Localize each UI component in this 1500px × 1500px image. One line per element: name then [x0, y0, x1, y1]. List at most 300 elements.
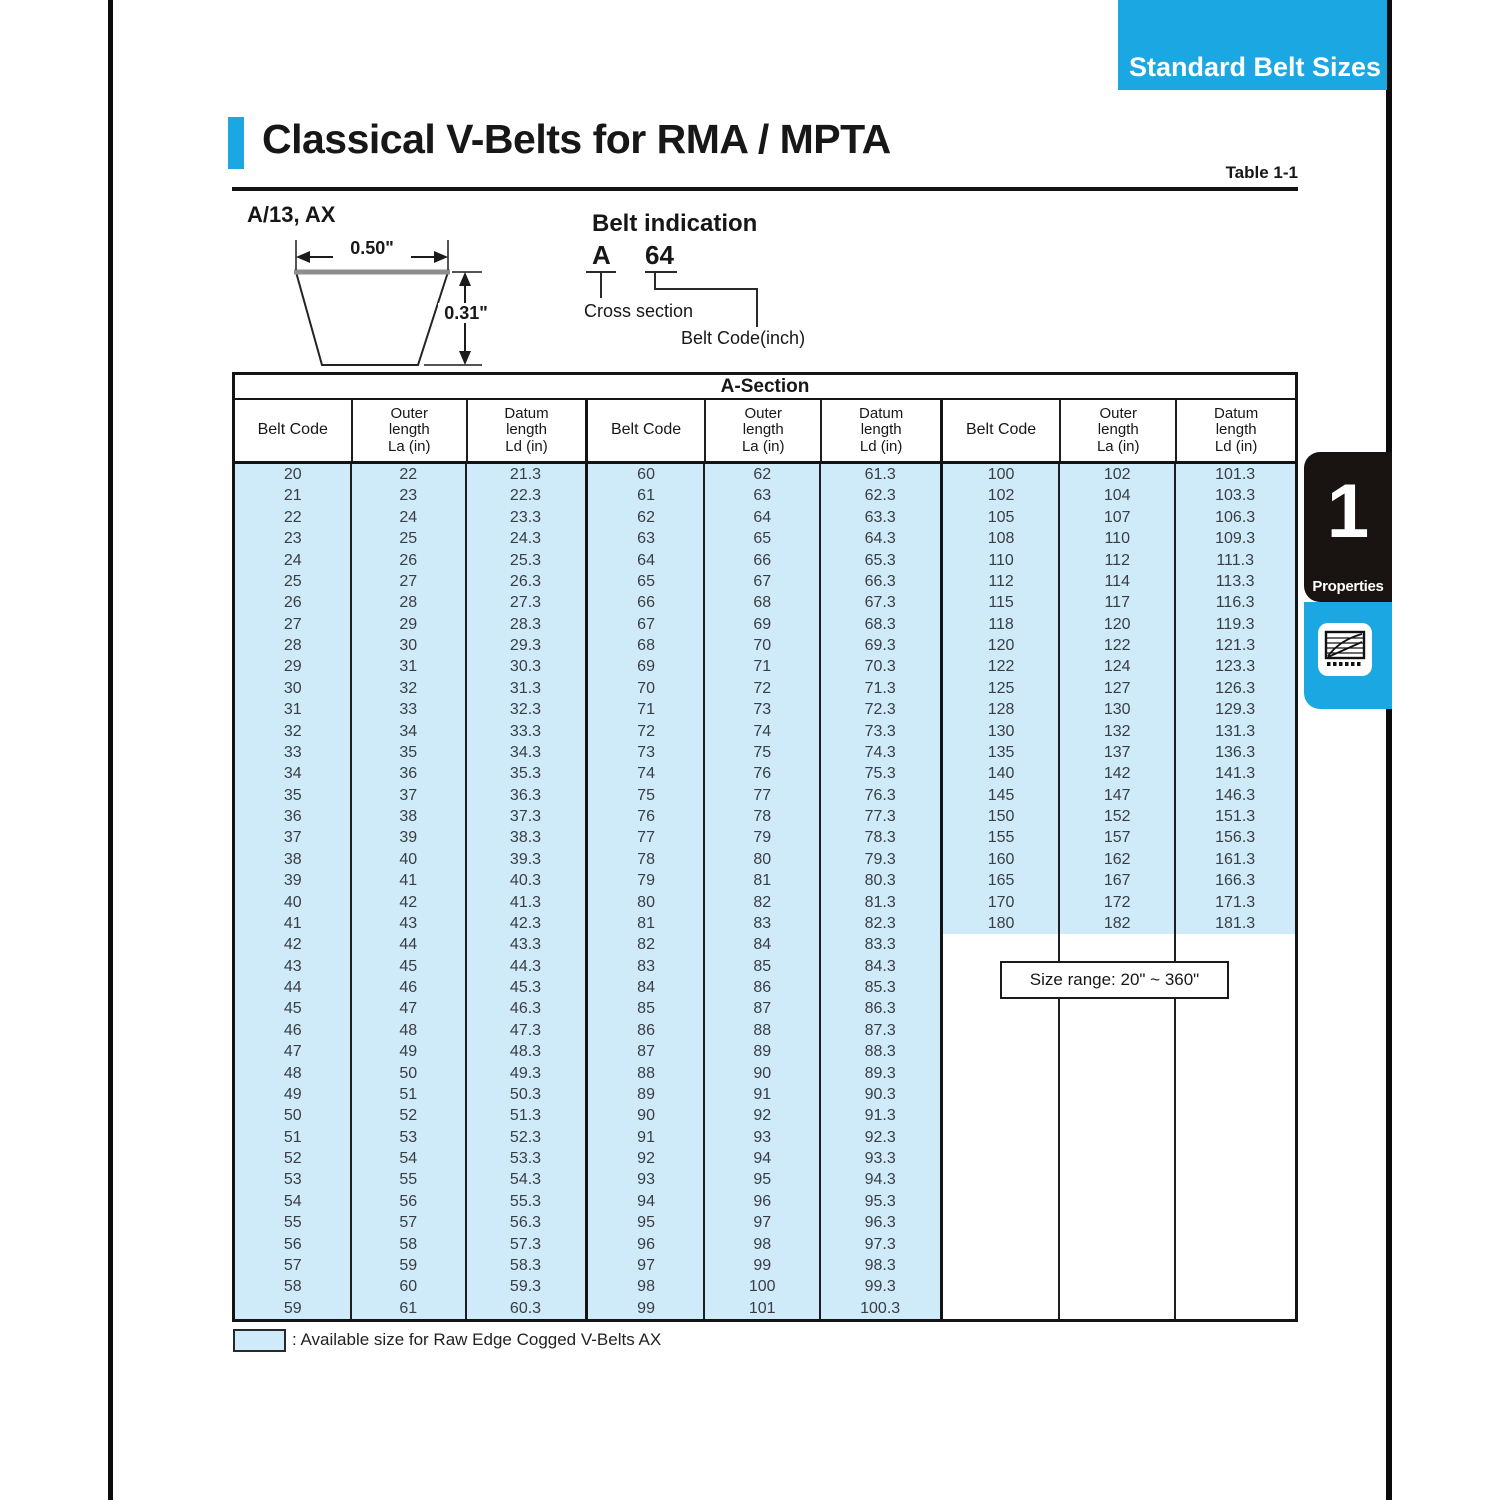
outer-length-cell: 81 — [753, 872, 772, 890]
outer-length-cell: 78 — [753, 808, 772, 825]
datum-length-cell: 43.3 — [509, 936, 542, 954]
outer-length-header: Outer length La (in) — [351, 400, 467, 461]
outer-length-cell: 30 — [399, 637, 418, 654]
outer-length-cell: 99 — [753, 1256, 772, 1274]
outer-length-cell: 47 — [399, 1000, 418, 1018]
outer-length-cell: 104 — [1103, 487, 1131, 505]
datum-length-cell: 101.3 — [1215, 466, 1256, 483]
datum-length-cell: 181.3 — [1215, 914, 1256, 932]
table-row — [588, 1255, 940, 1276]
datum-length-cell: 59.3 — [509, 1278, 542, 1296]
table-row — [235, 1127, 585, 1148]
table-row — [588, 1041, 940, 1062]
outer-length-cell: 41 — [399, 872, 418, 890]
section-header-label: Standard Belt Sizes — [1129, 52, 1382, 82]
section-header-tab — [1118, 0, 1387, 90]
table-section-title: A-Section — [235, 375, 1295, 400]
datum-length-cell: 26.3 — [509, 572, 542, 590]
belt-code-cell: 99 — [637, 1299, 655, 1317]
column-divider — [465, 464, 467, 1319]
belt-code-cell: 98 — [637, 1278, 655, 1296]
outer-length-cell: 182 — [1103, 914, 1131, 932]
table-row — [588, 785, 940, 806]
table-row — [943, 785, 1295, 806]
belt-code-cell: 112 — [988, 572, 1014, 590]
datum-length-cell: 34.3 — [509, 743, 542, 761]
datum-length-cell: 94.3 — [864, 1171, 896, 1189]
column-divider — [350, 464, 352, 1319]
belt-code-cell: 30 — [283, 679, 302, 697]
belt-code-cell: 70 — [637, 679, 655, 697]
table-header-row — [235, 400, 1295, 464]
outer-length-cell: 43 — [399, 914, 418, 932]
outer-length-cell: 28 — [399, 594, 418, 612]
outer-length-cell: 88 — [753, 1021, 772, 1039]
outer-length-cell: 64 — [753, 508, 772, 526]
table-row — [235, 956, 585, 977]
datum-length-cell: 54.3 — [509, 1171, 542, 1189]
table-row — [588, 721, 940, 742]
table-row — [235, 1020, 585, 1041]
belt-code-cell: 58 — [283, 1278, 302, 1296]
outer-length-cell: 55 — [399, 1171, 418, 1189]
belt-code-cell: 100 — [987, 466, 1015, 483]
table-row — [943, 721, 1295, 742]
belt-code-cell: 140 — [987, 765, 1015, 783]
belt-code-cell: 62 — [637, 508, 655, 526]
belt-code-cell: 130 — [987, 722, 1015, 740]
outer-length-cell: 50 — [399, 1064, 418, 1082]
datum-length-cell: 37.3 — [509, 808, 542, 825]
column-divider — [819, 464, 821, 1319]
table-row — [588, 1212, 940, 1233]
belt-code-cell: 97 — [637, 1256, 655, 1274]
page-right-border — [1386, 0, 1392, 1500]
table-row — [235, 656, 585, 677]
outer-length-cell: 90 — [753, 1064, 772, 1082]
outer-length-cell: 157 — [1103, 829, 1131, 847]
datum-length-cell: 38.3 — [509, 829, 542, 847]
outer-length-cell: 31 — [399, 658, 418, 676]
table-row — [235, 485, 585, 506]
header-group-2 — [585, 400, 940, 461]
table-row — [943, 870, 1295, 891]
datum-length-cell: 64.3 — [864, 530, 896, 548]
table-row — [235, 528, 585, 549]
datum-length-cell: 87.3 — [864, 1021, 896, 1039]
table-row — [943, 913, 1295, 934]
outer-length-cell: 107 — [1103, 508, 1131, 526]
outer-length-cell: 120 — [1103, 615, 1131, 633]
belt-code-cell: 26 — [283, 594, 302, 612]
belt-code-cell: 59 — [283, 1299, 302, 1317]
belt-code-cell: 78 — [637, 850, 655, 868]
outer-length-header: Outer length La (in) — [1059, 400, 1175, 461]
outer-length-cell: 23 — [399, 487, 418, 505]
belt-code-header: Belt Code — [257, 421, 328, 439]
datum-length-cell: 78.3 — [864, 829, 896, 847]
outer-length-cell: 100 — [748, 1278, 776, 1296]
belt-code-cell: 28 — [283, 637, 302, 654]
datum-length-cell: 92.3 — [864, 1128, 896, 1146]
belt-code-cell: 23 — [283, 530, 302, 548]
table-row — [235, 614, 585, 635]
belt-code-cell: 72 — [637, 722, 655, 740]
belt-code-cell: 63 — [637, 530, 655, 548]
table-row — [235, 1255, 585, 1276]
datum-length-cell: 171.3 — [1215, 893, 1256, 911]
table-row — [235, 464, 585, 485]
datum-length-cell: 76.3 — [864, 786, 896, 804]
outer-length-cell: 98 — [753, 1235, 772, 1253]
table-row — [588, 614, 940, 635]
belt-code-cell: 165 — [987, 872, 1015, 890]
datum-length-cell: 99.3 — [864, 1278, 896, 1296]
belt-code-caption: Belt Code(inch) — [681, 328, 806, 348]
legend-highlight-swatch — [233, 1329, 286, 1352]
datum-length-cell: 24.3 — [509, 530, 542, 548]
title-rule — [232, 187, 1298, 191]
belt-code-cell: 79 — [637, 872, 655, 890]
belt-code-cell: 74 — [637, 765, 655, 783]
belt-code-cell: 135 — [987, 743, 1015, 761]
table-reference-label: Table 1-1 — [1225, 163, 1298, 182]
column-divider — [1174, 464, 1176, 1319]
datum-length-cell: 57.3 — [509, 1235, 542, 1253]
datum-length-cell: 53.3 — [509, 1150, 542, 1167]
outer-length-cell: 39 — [399, 829, 418, 847]
belt-code-cell: 75 — [637, 786, 655, 804]
datum-length-cell: 41.3 — [509, 893, 542, 911]
chapter-label: Properties — [1312, 578, 1384, 595]
table-row — [235, 1041, 585, 1062]
belt-code-cell: 33 — [283, 743, 302, 761]
belt-code-cell: 47 — [283, 1043, 302, 1061]
chapter-number: 1 — [1326, 469, 1370, 554]
table-row — [235, 1276, 585, 1297]
datum-length-cell: 22.3 — [509, 487, 542, 505]
table-row — [943, 699, 1295, 720]
table-row — [588, 1148, 940, 1169]
table-row — [235, 870, 585, 891]
outer-length-cell: 112 — [1104, 551, 1130, 569]
outer-length-header: Outer length La (in) — [704, 400, 820, 461]
belt-code-cell: 24 — [283, 551, 302, 569]
datum-length-cell: 69.3 — [864, 637, 896, 654]
outer-length-cell: 83 — [753, 914, 772, 932]
belt-code-cell: 118 — [988, 615, 1014, 633]
datum-length-cell: 156.3 — [1215, 829, 1256, 847]
outer-length-cell: 97 — [753, 1214, 772, 1232]
table-row — [588, 934, 940, 955]
belt-code-cell: 53 — [283, 1171, 302, 1189]
table-row — [943, 827, 1295, 848]
datum-length-cell: 49.3 — [509, 1064, 542, 1082]
outer-length-cell: 94 — [753, 1150, 772, 1167]
table-row — [588, 571, 940, 592]
belt-code-cell: 22 — [283, 508, 302, 526]
datum-length-cell: 47.3 — [509, 1021, 542, 1039]
datum-length-cell: 29.3 — [509, 637, 542, 654]
outer-length-cell: 35 — [399, 743, 418, 761]
datum-length-cell: 103.3 — [1215, 487, 1256, 505]
belt-code-cell: 102 — [987, 487, 1015, 505]
belt-code-cell: 108 — [987, 530, 1015, 548]
table-row — [588, 528, 940, 549]
outer-length-cell: 67 — [753, 572, 772, 590]
table-row — [235, 1298, 585, 1319]
datum-length-cell: 39.3 — [509, 850, 542, 868]
datum-length-cell: 48.3 — [509, 1043, 542, 1061]
belt-code-cell: 43 — [283, 957, 302, 975]
datum-length-cell: 23.3 — [509, 508, 542, 526]
datum-length-cell: 123.3 — [1215, 658, 1256, 676]
table-row — [588, 1276, 940, 1297]
table-row — [588, 892, 940, 913]
datum-length-cell: 91.3 — [864, 1107, 896, 1125]
datum-length-cell: 90.3 — [864, 1085, 896, 1103]
belt-code-cell: 90 — [637, 1107, 655, 1125]
outer-length-cell: 76 — [753, 765, 772, 783]
datum-length-cell: 82.3 — [864, 914, 896, 932]
belt-code-cell: 85 — [637, 1000, 655, 1018]
datum-length-cell: 45.3 — [509, 979, 542, 996]
outer-length-cell: 56 — [399, 1192, 418, 1210]
belt-code-cell: 66 — [637, 594, 655, 612]
belt-code-cell: 31 — [283, 701, 302, 719]
belt-code-cell: 145 — [987, 786, 1015, 804]
belt-code-cell: 38 — [283, 850, 302, 868]
belt-code-cell: 96 — [637, 1235, 655, 1253]
belt-code-cell: 120 — [987, 637, 1015, 654]
table-row — [235, 934, 585, 955]
outer-length-cell: 130 — [1103, 701, 1131, 719]
datum-length-cell: 85.3 — [864, 979, 896, 996]
datum-length-cell: 62.3 — [864, 487, 896, 505]
belt-code-cell: 150 — [987, 808, 1015, 825]
datum-length-cell: 44.3 — [509, 957, 542, 975]
belt-code-cell: 122 — [987, 658, 1015, 676]
outer-length-cell: 29 — [399, 615, 418, 633]
outer-length-cell: 79 — [753, 829, 772, 847]
belt-code-cell: 61 — [637, 487, 655, 505]
table-row — [235, 635, 585, 656]
outer-length-cell: 102 — [1103, 466, 1131, 483]
outer-length-cell: 96 — [753, 1192, 772, 1210]
outer-length-cell: 63 — [753, 487, 772, 505]
table-row — [943, 507, 1295, 528]
table-row — [235, 763, 585, 784]
datum-length-cell: 126.3 — [1215, 679, 1256, 697]
table-row — [943, 614, 1295, 635]
belt-code-cell: 115 — [988, 594, 1014, 612]
outer-length-cell: 147 — [1103, 786, 1131, 804]
datum-length-cell: 98.3 — [864, 1256, 896, 1274]
table-row — [235, 1105, 585, 1126]
outer-length-cell: 86 — [753, 979, 772, 996]
page-title: Classical V-Belts for RMA / MPTA — [262, 116, 891, 162]
outer-length-cell: 89 — [753, 1043, 772, 1061]
table-row — [235, 721, 585, 742]
datum-length-cell: 55.3 — [509, 1192, 542, 1210]
table-row — [235, 1234, 585, 1255]
datum-length-header: Datum length Ld (in) — [466, 400, 585, 461]
belt-code-cell: 35 — [283, 786, 302, 804]
table-row — [235, 1169, 585, 1190]
belt-code-cell: 46 — [283, 1021, 302, 1039]
belt-code-cell: 94 — [637, 1192, 655, 1210]
outer-length-cell: 74 — [753, 722, 772, 740]
outer-length-cell: 53 — [399, 1128, 418, 1146]
table-row — [235, 550, 585, 571]
outer-length-cell: 124 — [1103, 658, 1131, 676]
datum-length-cell: 119.3 — [1215, 615, 1255, 633]
table-row — [588, 827, 940, 848]
outer-length-cell: 117 — [1104, 594, 1130, 612]
table-row — [943, 550, 1295, 571]
belt-code-cell: 52 — [283, 1150, 302, 1167]
datum-length-cell: 27.3 — [509, 594, 542, 612]
table-row — [943, 528, 1295, 549]
table-row — [235, 678, 585, 699]
belt-code-cell: 155 — [987, 829, 1015, 847]
datum-length-cell: 81.3 — [864, 893, 896, 911]
belt-code-cell: 88 — [637, 1064, 655, 1082]
table-row — [588, 870, 940, 891]
belt-code-cell: 128 — [987, 701, 1015, 719]
datum-length-cell: 121.3 — [1215, 637, 1256, 654]
outer-length-cell: 48 — [399, 1021, 418, 1039]
belt-code-cell: 93 — [637, 1171, 655, 1189]
datum-length-cell: 88.3 — [864, 1043, 896, 1061]
table-row — [588, 977, 940, 998]
datum-length-cell: 79.3 — [864, 850, 896, 868]
belt-code-cell: 170 — [987, 893, 1015, 911]
belt-code-cell: 40 — [283, 893, 302, 911]
outer-length-cell: 84 — [753, 936, 772, 954]
belt-code-cell: 60 — [637, 466, 655, 483]
belt-code-cell: 68 — [637, 637, 655, 654]
belt-code-cell: 21 — [283, 487, 302, 505]
table-row — [588, 635, 940, 656]
belt-code-cell: 37 — [283, 829, 302, 847]
table-row — [588, 763, 940, 784]
datum-length-cell: 52.3 — [509, 1128, 542, 1146]
datum-length-cell: 86.3 — [864, 1000, 896, 1018]
datum-length-cell: 109.3 — [1215, 530, 1256, 548]
outer-length-cell: 172 — [1103, 893, 1131, 911]
datum-length-cell: 84.3 — [864, 957, 896, 975]
belt-code-cell: 65 — [637, 572, 655, 590]
datum-length-cell: 146.3 — [1215, 786, 1256, 804]
table-row — [235, 1063, 585, 1084]
cross-section-caption: Cross section — [584, 301, 694, 321]
datum-length-cell: 42.3 — [509, 914, 542, 932]
table-row — [235, 571, 585, 592]
size-range-note — [1000, 961, 1229, 999]
outer-length-cell: 69 — [753, 615, 772, 633]
belt-code-cell: 36 — [283, 808, 302, 825]
outer-length-cell: 66 — [753, 551, 772, 569]
table-row — [588, 1234, 940, 1255]
outer-length-cell: 22 — [399, 466, 418, 483]
datum-length-cell: 25.3 — [509, 551, 542, 569]
datum-length-cell: 80.3 — [864, 872, 896, 890]
datum-length-cell: 100.3 — [860, 1299, 901, 1317]
table-row — [588, 485, 940, 506]
belt-code-cell: 105 — [987, 508, 1015, 526]
belt-code-cell: 160 — [987, 850, 1015, 868]
datum-length-cell: 31.3 — [509, 679, 542, 697]
table-row — [235, 827, 585, 848]
table-row — [943, 849, 1295, 870]
outer-length-cell: 167 — [1103, 872, 1131, 890]
belt-code-cell: 69 — [637, 658, 655, 676]
belt-size-table — [232, 372, 1298, 1322]
belt-code-header: Belt Code — [965, 421, 1037, 439]
table-row — [588, 550, 940, 571]
outer-length-cell: 38 — [399, 808, 418, 825]
belt-code-cell: 110 — [988, 551, 1014, 569]
datum-length-cell: 141.3 — [1215, 765, 1256, 783]
table-row — [943, 892, 1295, 913]
table-row — [588, 507, 940, 528]
datum-length-cell: 97.3 — [864, 1235, 896, 1253]
outer-length-cell: 92 — [753, 1107, 772, 1125]
datum-length-cell: 111.3 — [1216, 551, 1254, 569]
belt-code-cell: 71 — [637, 701, 655, 719]
datum-length-cell: 32.3 — [509, 701, 542, 719]
table-row — [943, 678, 1295, 699]
belt-indication-heading: Belt indication — [592, 210, 758, 237]
belt-code-cell: 42 — [283, 936, 302, 954]
belt-code-cell: 44 — [283, 979, 302, 996]
datum-length-cell: 60.3 — [509, 1299, 542, 1317]
datum-length-cell: 129.3 — [1215, 701, 1256, 719]
outer-length-cell: 51 — [399, 1085, 418, 1103]
outer-length-cell: 68 — [753, 594, 772, 612]
outer-length-cell: 37 — [399, 786, 418, 804]
outer-length-cell: 122 — [1103, 637, 1131, 654]
outer-length-cell: 24 — [399, 508, 418, 526]
outer-length-cell: 45 — [399, 957, 418, 975]
datum-length-cell: 58.3 — [509, 1256, 542, 1274]
belt-code-cell: 95 — [637, 1214, 655, 1232]
outer-length-cell: 72 — [753, 679, 772, 697]
belt-code-cell: 54 — [283, 1192, 302, 1210]
table-row — [588, 1169, 940, 1190]
table-row — [588, 656, 940, 677]
datum-length-cell: 21.3 — [509, 466, 542, 483]
belt-code-cell: 83 — [637, 957, 655, 975]
datum-length-cell: 95.3 — [864, 1192, 896, 1210]
belt-code-cell: 25 — [283, 572, 302, 590]
table-row — [235, 977, 585, 998]
outer-length-cell: 54 — [399, 1150, 418, 1167]
table-row — [588, 1105, 940, 1126]
table-row — [588, 913, 940, 934]
table-row — [943, 464, 1295, 485]
datum-length-cell: 75.3 — [864, 765, 896, 783]
belt-code-cell: 86 — [637, 1021, 655, 1039]
datum-length-cell: 50.3 — [509, 1085, 542, 1103]
table-row — [235, 592, 585, 613]
outer-length-cell: 33 — [399, 701, 418, 719]
table-row — [943, 656, 1295, 677]
table-row — [943, 742, 1295, 763]
belt-code-cell: 48 — [283, 1064, 302, 1082]
outer-length-cell: 132 — [1103, 722, 1131, 740]
